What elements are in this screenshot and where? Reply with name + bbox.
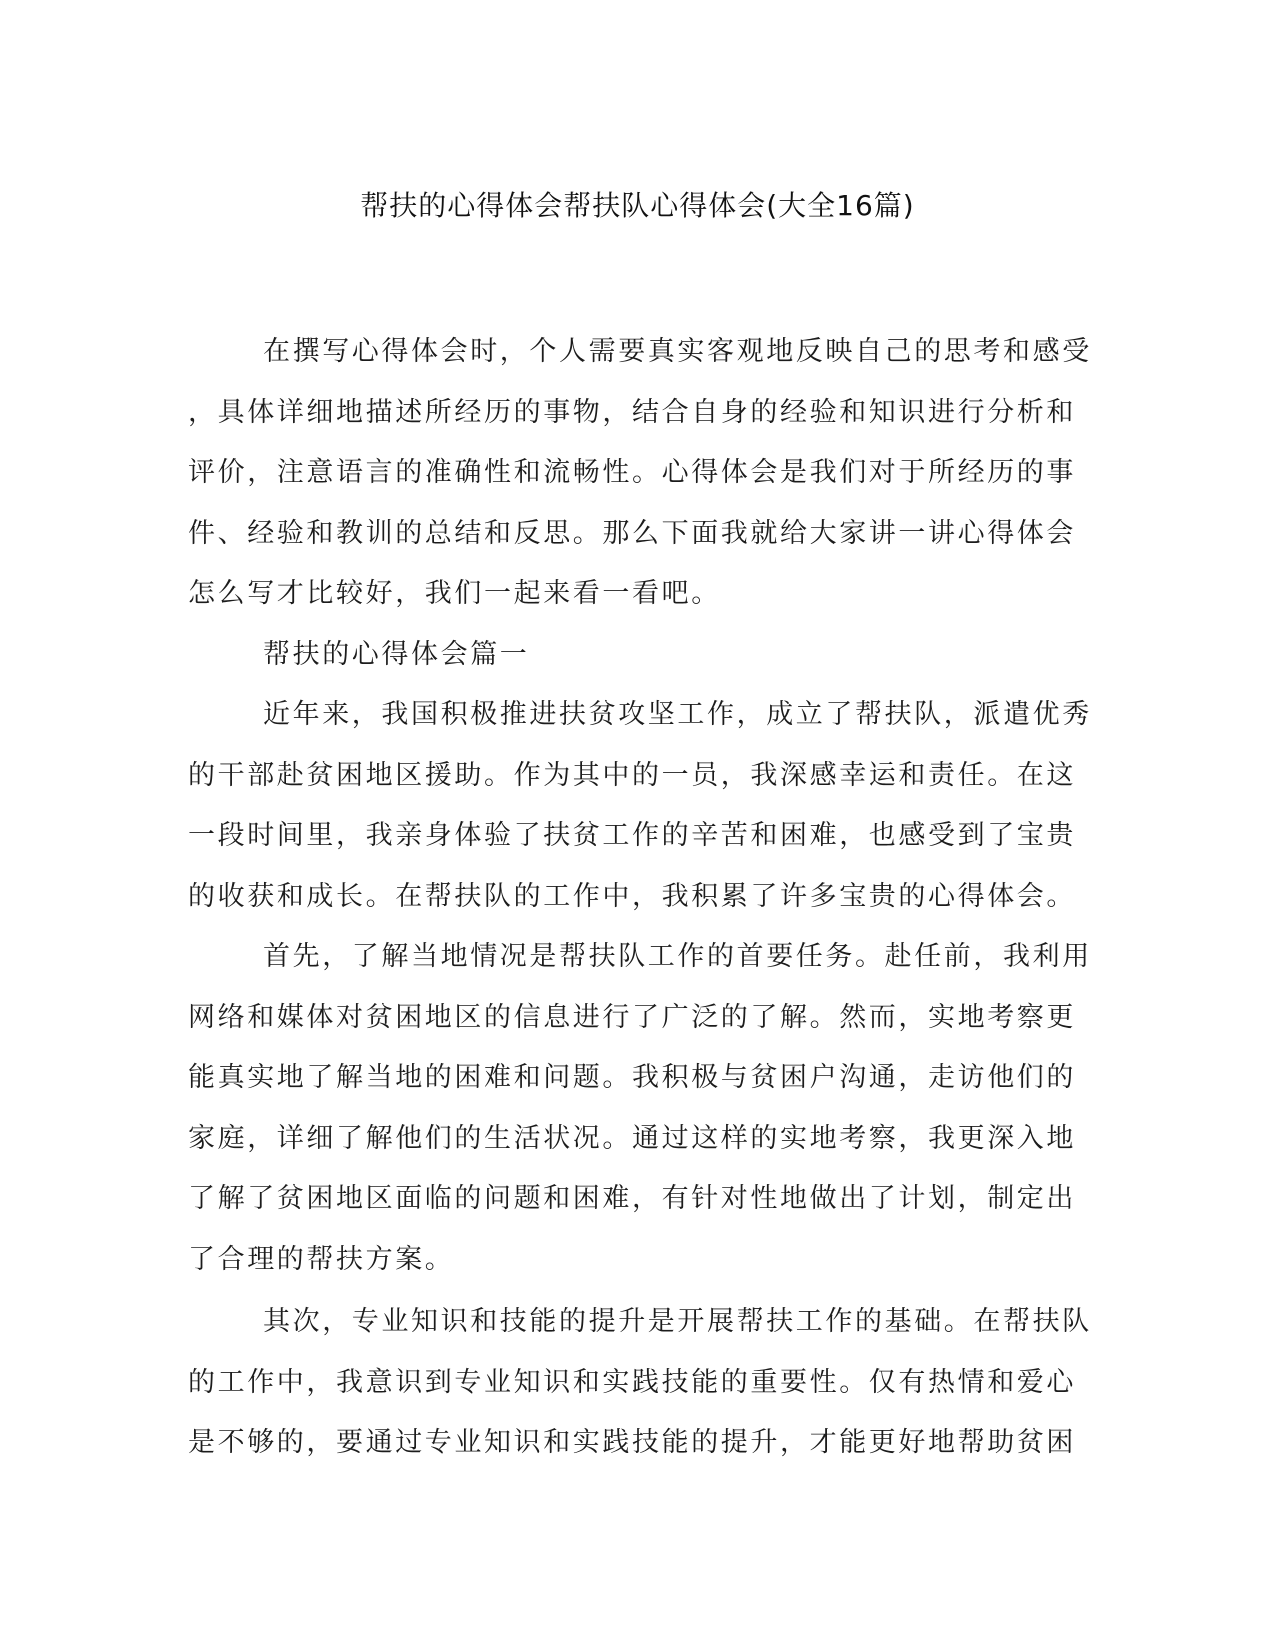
document-title: 帮扶的心得体会帮扶队心得体会(大全16篇)	[360, 189, 915, 222]
paragraph-line: 怎么写才比较好，我们一起来看一看吧。	[188, 578, 721, 609]
paragraph-line: 了合理的帮扶方案。	[188, 1243, 455, 1275]
paragraph-line: 在撰写心得体会时，个人需要真实客观地反映自己的思考和感受	[263, 336, 1092, 367]
paragraph-line: 了解了贫困地区面临的问题和困难，有针对性地做出了计划，制定出	[188, 1183, 1076, 1214]
paragraph-line: 能真实地了解当地的困难和问题。我积极与贫困户沟通，走访他们的	[188, 1062, 1076, 1093]
section-heading: 帮扶的心得体会篇一	[263, 638, 530, 670]
paragraph-line: 网络和媒体对贫困地区的信息进行了广泛的了解。然而，实地考察更	[188, 1001, 1076, 1033]
paragraph-line: 一段时间里，我亲身体验了扶贫工作的辛苦和困难，也感受到了宝贵	[188, 820, 1076, 851]
paragraph-line: 其次，专业知识和技能的提升是开展帮扶工作的基础。在帮扶队	[263, 1306, 1092, 1337]
paragraph-line: 的干部赴贫困地区援助。作为其中的一员，我深感幸运和责任。在这	[188, 759, 1076, 791]
document-body	[188, 322, 1092, 1474]
paragraph-line: ，具体详细地描述所经历的事物，结合自身的经验和知识进行分析和	[188, 396, 1076, 428]
paragraph-line: 件、经验和教训的总结和反思。那么下面我就给大家讲一讲心得体会	[188, 517, 1076, 549]
paragraph-line: 是不够的，要通过专业知识和实践技能的提升，才能更好地帮助贫困	[188, 1427, 1076, 1458]
paragraph-line: 的工作中，我意识到专业知识和实践技能的重要性。仅有热情和爱心	[188, 1366, 1076, 1398]
paragraph-line: 家庭，详细了解他们的生活状况。通过这样的实地考察，我更深入地	[188, 1122, 1076, 1154]
paragraph-line: 评价，注意语言的准确性和流畅性。心得体会是我们对于所经历的事	[188, 457, 1076, 488]
paragraph-line: 首先，了解当地情况是帮扶队工作的首要任务。赴任前，我利用	[263, 941, 1092, 972]
paragraph-line: 的收获和成长。在帮扶队的工作中，我积累了许多宝贵的心得体会。	[188, 880, 1076, 912]
paragraph-line: 近年来，我国积极推进扶贫攻坚工作，成立了帮扶队，派遣优秀	[263, 699, 1092, 730]
